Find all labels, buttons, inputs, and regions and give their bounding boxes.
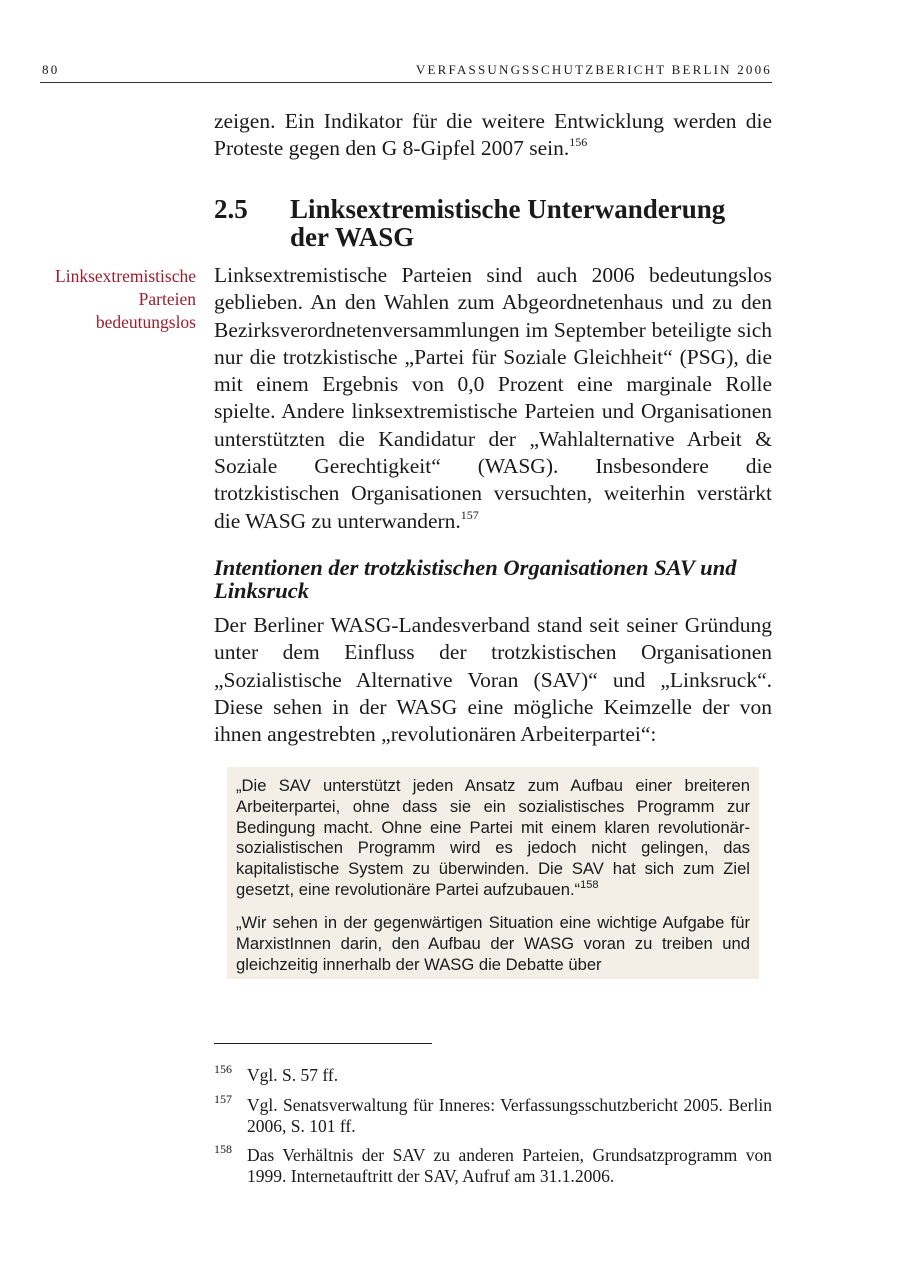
footnote-number: 156 [214, 1062, 232, 1076]
footnote-number: 157 [214, 1092, 232, 1106]
section-title: Linksextremistische Unterwanderung der WASG [290, 194, 726, 252]
section-number: 2.5 [214, 194, 248, 224]
intro-paragraph [214, 108, 772, 163]
footnote [214, 1142, 772, 1187]
footnote-ref-157[interactable]: 157 [460, 507, 479, 522]
paragraph-text: Linksextremistische Parteien sind auch 2006 bedeutungslos geblieben. An den Wahlen zum Abgeordnetenhaus und zu den Bezirksverordnetenversammlungen im September beteiligte sich nur die trotzkistische „Partei für Soziale Gleichheit“ (PSG), die mit einem Ergebnis von 0,0 Prozent eine marginale Rolle spielte. Andere linksextremistische Parteien und Organisationen unterstützten die Kandidatur der „Wahlalternative Arbeit & Soziale Gerechtigkeit“ (WASG). Insbesondere die trotzkistischen Organisationen versuchten, weiterhin verstärkt die WASG zu unterwandern. [214, 263, 772, 533]
marginal-note-line: bedeutungslos [95, 312, 196, 332]
footnote-text: Das Verhältnis der SAV zu anderen Parteien, Grundsatzprogramm von 1999. Internetauftritt der SAV, Aufruf am 31.1.2006. [247, 1145, 772, 1186]
footnote-text: Vgl. S. 57 ff. [247, 1065, 339, 1085]
paragraph-text: Der Berliner WASG-Landesverband stand seit seiner Gründung unter dem Einfluss der trotzkistischen Organisationen „Sozialistische Alternative Voran (SAV)“ und „Linksruck“. Diese sehen in der WASG eine mögliche Keimzelle der von ihnen angestrebten „revolutionären Arbeiterpartei“: [214, 613, 772, 747]
page-header [40, 62, 772, 83]
marginal-note-line: Parteien [138, 289, 196, 309]
footnote-number: 158 [214, 1142, 232, 1156]
intro-text: zeigen. Ein Indikator für die weitere Entwicklung werden die Proteste gegen den G 8-Gipfel 2007 sein. [214, 109, 772, 161]
marginal-note [26, 265, 196, 334]
quote-box [227, 767, 759, 979]
block-quote [236, 776, 750, 901]
subheading: Intentionen der trotzkistischen Organisationen SAV und Linksruck [214, 555, 737, 603]
body-paragraph [214, 612, 772, 748]
running-title: VERFASSUNGSSCHUTZBERICHT BERLIN 2006 [415, 62, 772, 77]
footnote-ref-156[interactable]: 156 [569, 135, 588, 150]
block-quote [236, 913, 750, 975]
footnote-divider [214, 1043, 432, 1044]
quote-text: „Wir sehen in der gegenwärtigen Situation eine wichtige Aufgabe für MarxistInnen darin, den Aufbau der WASG voran zu treiben und gleichzeitig innerhalb der WASG die Debatte über [236, 913, 750, 974]
footnote [214, 1062, 772, 1086]
page-number: 80 [42, 62, 60, 77]
body-paragraph [214, 262, 772, 535]
marginal-note-line: Linksextremistische [55, 266, 196, 286]
footnote [214, 1092, 772, 1137]
footnote-text: Vgl. Senatsverwaltung für Inneres: Verfassungsschutzbericht 2005. Berlin 2006, S. 101 ff. [247, 1095, 772, 1136]
quote-text: „Die SAV unterstützt jeden Ansatz zum Aufbau einer breiteren Arbeiterpartei, ohne dass sie ein sozialistisches Programm zur Bedingung macht. Ohne eine Partei mit einem klaren revolutionär-sozialistischen Programm wird es jedoch nicht gelingen, das kapitalistische System zu überwinden. Die SAV hat sich zum Ziel gesetzt, eine revolutionäre Partei aufzubauen.“ [236, 776, 750, 899]
footnote-ref-158[interactable]: 158 [580, 878, 599, 891]
